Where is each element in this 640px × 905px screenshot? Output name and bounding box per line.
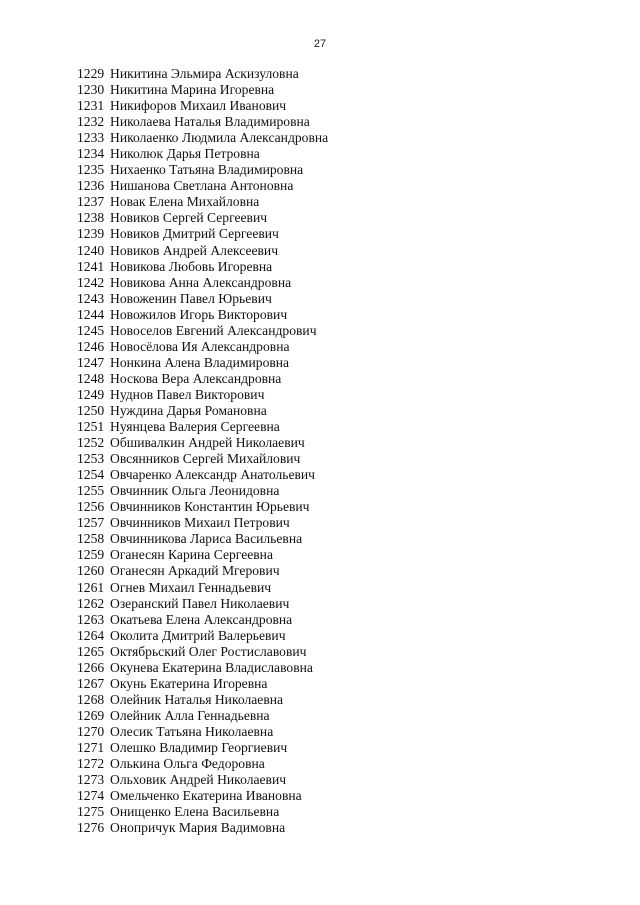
list-item <box>77 531 328 547</box>
entry-full-name: Окунева Екатерина Владиславовна <box>110 659 313 675</box>
list-item <box>77 628 328 644</box>
list-item <box>77 291 328 307</box>
entry-number: 1259 <box>77 547 105 563</box>
entry-full-name: Никифоров Михаил Иванович <box>110 98 287 114</box>
entry-full-name: Нуянцева Валерия Сергеевна <box>110 419 280 435</box>
entry-full-name: Никитина Марина Игоревна <box>110 82 275 98</box>
entry-full-name: Овчинников Михаил Петрович <box>110 515 290 531</box>
entry-number: 1244 <box>77 306 105 322</box>
entry-number: 1239 <box>77 226 105 242</box>
list-item <box>77 275 328 291</box>
list-item <box>77 82 328 98</box>
entry-full-name: Обшивалкин Андрей Николаевич <box>110 435 305 451</box>
entry-number: 1265 <box>77 643 105 659</box>
list-item <box>77 596 328 612</box>
entry-full-name: Новоженин Павел Юрьевич <box>110 290 272 306</box>
entry-full-name: Овчинников Константин Юрьевич <box>110 499 310 515</box>
entry-full-name: Николаева Наталья Владимировна <box>110 114 310 130</box>
entry-number: 1246 <box>77 338 105 354</box>
list-item <box>77 483 328 499</box>
entry-full-name: Новикова Анна Александровна <box>110 274 292 290</box>
entry-number: 1252 <box>77 435 105 451</box>
entry-number: 1267 <box>77 675 105 691</box>
list-item <box>77 98 328 114</box>
entry-number: 1266 <box>77 659 105 675</box>
list-item <box>77 419 328 435</box>
list-item <box>77 307 328 323</box>
entry-number: 1260 <box>77 563 105 579</box>
list-item <box>77 804 328 820</box>
entry-full-name: Новиков Дмитрий Сергеевич <box>110 226 279 242</box>
entry-number: 1263 <box>77 611 105 627</box>
list-item <box>77 580 328 596</box>
list-item <box>77 612 328 628</box>
entry-full-name: Оганесян Карина Сергеевна <box>110 547 273 563</box>
entry-full-name: Николаенко Людмила Александровна <box>110 130 329 146</box>
entry-number: 1256 <box>77 499 105 515</box>
entry-number: 1251 <box>77 419 105 435</box>
list-item <box>77 435 328 451</box>
entry-full-name: Новоселов Евгений Александрович <box>110 322 317 338</box>
list-item <box>77 403 328 419</box>
list-item <box>77 355 328 371</box>
entry-full-name: Новикова Любовь Игоревна <box>110 258 273 274</box>
entry-full-name: Овчинникова Лариса Васильевна <box>110 531 303 547</box>
entry-full-name: Нишанова Светлана Антоновна <box>110 178 294 194</box>
entry-number: 1268 <box>77 691 105 707</box>
entry-number: 1250 <box>77 402 105 418</box>
entry-full-name: Николюк Дарья Петровна <box>110 146 260 162</box>
entry-number: 1243 <box>77 290 105 306</box>
list-item <box>77 162 328 178</box>
entry-number: 1258 <box>77 531 105 547</box>
entry-full-name: Онопричук Мария Вадимовна <box>110 820 286 836</box>
entry-number: 1249 <box>77 386 105 402</box>
entry-number: 1273 <box>77 772 105 788</box>
list-item <box>77 130 328 146</box>
list-item <box>77 146 328 162</box>
list-item <box>77 515 328 531</box>
entry-number: 1236 <box>77 178 105 194</box>
list-item <box>77 676 328 692</box>
entry-full-name: Нонкина Алена Владимировна <box>110 354 290 370</box>
entry-full-name: Новак Елена Михайловна <box>110 194 260 210</box>
entry-full-name: Онищенко Елена Васильевна <box>110 804 280 820</box>
entry-number: 1237 <box>77 194 105 210</box>
list-item <box>77 114 328 130</box>
entry-full-name: Окунь Екатерина Игоревна <box>110 675 268 691</box>
name-list <box>77 66 328 836</box>
entry-number: 1274 <box>77 788 105 804</box>
entry-number: 1232 <box>77 114 105 130</box>
entry-full-name: Окатьева Елена Александровна <box>110 611 293 627</box>
list-item <box>77 820 328 836</box>
entry-full-name: Нуднов Павел Викторович <box>110 386 265 402</box>
entry-number: 1240 <box>77 242 105 258</box>
entry-full-name: Никитина Эльмира Аскизуловна <box>110 66 299 81</box>
list-item <box>77 547 328 563</box>
entry-full-name: Олесик Татьяна Николаевна <box>110 723 274 739</box>
list-item <box>77 660 328 676</box>
entry-full-name: Нихаенко Татьяна Владимировна <box>110 162 304 178</box>
list-item <box>77 692 328 708</box>
entry-number: 1248 <box>77 370 105 386</box>
list-item <box>77 788 328 804</box>
entry-number: 1245 <box>77 322 105 338</box>
entry-full-name: Новосёлова Ия Александровна <box>110 338 290 354</box>
list-item <box>77 243 328 259</box>
entry-number: 1253 <box>77 451 105 467</box>
entry-number: 1271 <box>77 739 105 755</box>
entry-full-name: Оганесян Аркадий Мгерович <box>110 563 280 579</box>
entry-full-name: Озеранский Павел Николаевич <box>110 595 290 611</box>
page-number: 27 <box>313 38 327 50</box>
entry-number: 1254 <box>77 467 105 483</box>
entry-full-name: Овчинник Ольга Леонидовна <box>110 483 280 499</box>
entry-full-name: Октябрьский Олег Ростиславович <box>110 643 307 659</box>
entry-number: 1272 <box>77 756 105 772</box>
entry-full-name: Новиков Сергей Сергеевич <box>110 210 268 226</box>
entry-full-name: Ольховик Андрей Николаевич <box>110 772 287 788</box>
list-item <box>77 740 328 756</box>
entry-full-name: Овсянников Сергей Михайлович <box>110 451 301 467</box>
entry-number: 1269 <box>77 707 105 723</box>
entry-number: 1242 <box>77 274 105 290</box>
entry-number: 1231 <box>77 98 105 114</box>
entry-number: 1230 <box>77 82 105 98</box>
list-item <box>77 467 328 483</box>
entry-number: 1238 <box>77 210 105 226</box>
entry-full-name: Олейник Алла Геннадьевна <box>110 707 270 723</box>
list-item <box>77 66 328 82</box>
entry-number: 1235 <box>77 162 105 178</box>
list-item <box>77 371 328 387</box>
list-item <box>77 178 328 194</box>
entry-full-name: Носкова Вера Александровна <box>110 370 282 386</box>
entry-number: 1270 <box>77 723 105 739</box>
list-item <box>77 644 328 660</box>
entry-number: 1264 <box>77 627 105 643</box>
entry-full-name: Нуждина Дарья Романовна <box>110 402 267 418</box>
entry-full-name: Олькина Ольга Федоровна <box>110 756 265 772</box>
entry-number: 1257 <box>77 515 105 531</box>
list-item <box>77 724 328 740</box>
list-item <box>77 226 328 242</box>
list-item <box>77 756 328 772</box>
entry-number: 1255 <box>77 483 105 499</box>
entry-number: 1229 <box>77 66 105 81</box>
list-item <box>77 323 328 339</box>
list-item <box>77 339 328 355</box>
list-item <box>77 772 328 788</box>
entry-full-name: Новожилов Игорь Викторович <box>110 306 288 322</box>
entry-number: 1247 <box>77 354 105 370</box>
list-item <box>77 387 328 403</box>
entry-full-name: Новиков Андрей Алексеевич <box>110 242 279 258</box>
entry-full-name: Олешко Владимир Георгиевич <box>110 739 288 755</box>
entry-number: 1241 <box>77 258 105 274</box>
entry-full-name: Огнев Михаил Геннадьевич <box>110 579 272 595</box>
entry-number: 1233 <box>77 130 105 146</box>
entry-number: 1261 <box>77 579 105 595</box>
list-item <box>77 451 328 467</box>
entry-full-name: Омельченко Екатерина Ивановна <box>110 788 302 804</box>
list-item <box>77 708 328 724</box>
entry-number: 1276 <box>77 820 105 836</box>
entry-full-name: Овчаренко Александр Анатольевич <box>110 467 316 483</box>
entry-number: 1234 <box>77 146 105 162</box>
list-item <box>77 259 328 275</box>
list-item <box>77 499 328 515</box>
entry-number: 1262 <box>77 595 105 611</box>
list-item <box>77 210 328 226</box>
list-item <box>77 563 328 579</box>
list-item <box>77 194 328 210</box>
entry-full-name: Олейник Наталья Николаевна <box>110 691 284 707</box>
entry-number: 1275 <box>77 804 105 820</box>
entry-full-name: Околита Дмитрий Валерьевич <box>110 627 286 643</box>
